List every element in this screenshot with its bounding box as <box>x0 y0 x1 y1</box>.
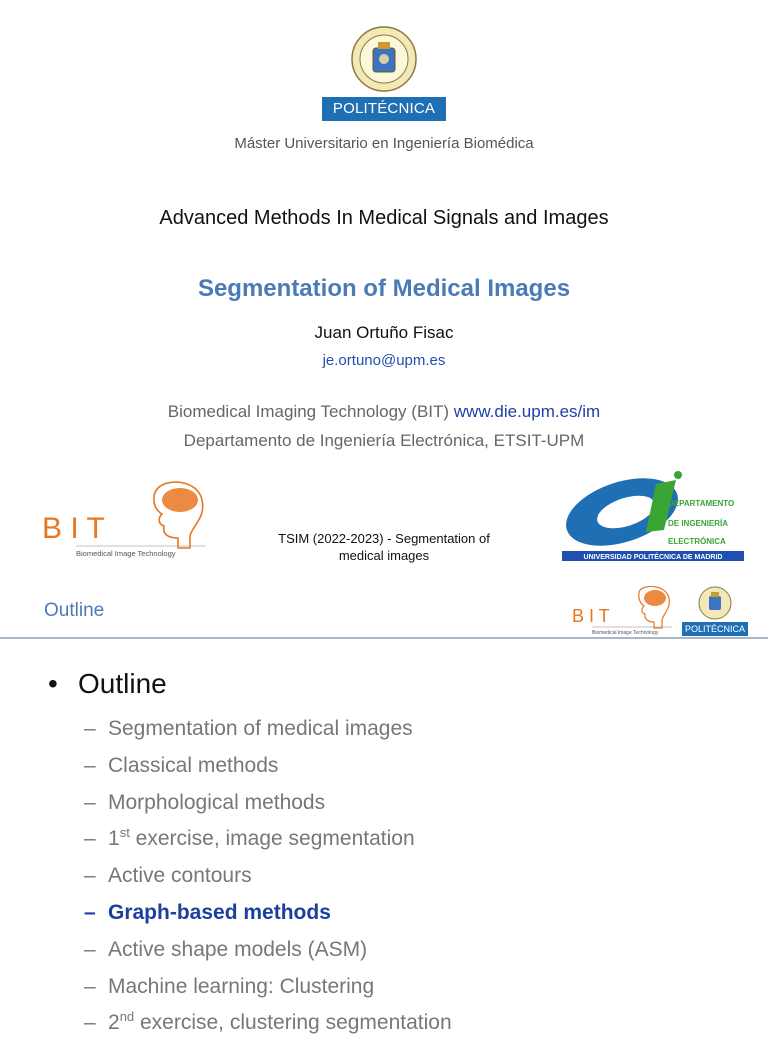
author-name: Juan Ortuño Fisac <box>314 323 454 342</box>
upm-banner: POLITÉCNICA <box>322 97 446 121</box>
list-dash: – <box>84 864 96 888</box>
master-program: Máster Universitario en Ingeniería Biomédica <box>234 135 534 152</box>
main-bullet <box>48 668 167 700</box>
presentation-title: Segmentation of Medical Images <box>197 275 571 302</box>
outline-item-text: Machine learning: Clustering <box>108 974 375 998</box>
bit-logo-small <box>570 584 680 636</box>
list-dash: – <box>84 1011 96 1035</box>
department-affiliation: Departamento de Ingeniería Electrónica, ETSIT-UPM <box>183 431 585 450</box>
outline-item-text: Classical methods <box>108 753 279 777</box>
bit-affiliation <box>0 402 768 422</box>
outline-item <box>84 748 744 785</box>
bit-logo-letters: B I T <box>42 512 105 545</box>
list-dash: – <box>84 790 96 814</box>
die-logo-line-2: DE INGENIERÍA <box>668 519 729 528</box>
outline-item <box>84 821 744 858</box>
course-name: Advanced Methods In Medical Signals and Images <box>159 207 609 229</box>
list-dash: – <box>84 900 96 924</box>
outline-item <box>84 895 744 932</box>
outline-item-text: 1 <box>108 827 120 851</box>
bit-affiliation-text: Biomedical Imaging Technology (BIT) <box>167 402 454 421</box>
slide-footer-note: TSIM (2022-2023) - Segmentation of medical images <box>278 531 490 563</box>
upm-seal-small-logo <box>698 586 732 620</box>
outline-item-text-rest: exercise, clustering segmentation <box>134 1011 452 1035</box>
outline-item-ordinal-suffix: nd <box>119 1009 135 1025</box>
list-dash: – <box>84 717 96 740</box>
outline-item <box>84 858 744 895</box>
upm-seal-logo <box>351 26 417 92</box>
outline-item <box>84 932 744 969</box>
list-dash: – <box>84 753 96 777</box>
list-dash: – <box>84 937 96 961</box>
die-department-logo <box>560 470 746 562</box>
bit-logo <box>40 478 220 560</box>
slide-header-title: Outline <box>44 600 105 621</box>
die-logo-line-3: ELECTRÓNICA <box>668 537 726 546</box>
bullet-dot: • <box>48 668 58 699</box>
outline-item-text-rest: exercise, image segmentation <box>129 827 415 851</box>
outline-item-text: Segmentation of medical images <box>108 717 413 740</box>
outline-item <box>84 711 744 748</box>
outline-item <box>84 785 744 822</box>
main-bullet-text: Outline <box>78 668 167 699</box>
outline-item-text: Active contours <box>108 864 252 888</box>
bit-url-link[interactable]: www.die.upm.es/im <box>453 402 601 421</box>
bit-logo-caption: Biomedical Image Technology <box>76 549 176 558</box>
outline-item-text: Morphological methods <box>108 790 326 814</box>
outline-item-ordinal-suffix: st <box>119 825 130 841</box>
outline-item <box>84 969 744 1006</box>
bit-logo-small-caption: Biomedical Image Technology <box>592 630 659 636</box>
list-dash: – <box>84 827 96 851</box>
outline-item-text: Active shape models (ASM) <box>108 937 368 961</box>
die-logo-footer: UNIVERSIDAD POLITÉCNICA DE MADRID <box>583 554 723 561</box>
outline-item-text: Graph-based methods <box>108 900 331 924</box>
outline-list <box>84 711 744 1042</box>
outline-item-text: 2 <box>108 1011 120 1035</box>
upm-banner-small: POLITÉCNICA <box>682 622 748 636</box>
header-divider <box>0 637 768 639</box>
author-email-link[interactable]: je.ortuno@upm.es <box>322 352 446 369</box>
bit-logo-small-letters: B I T <box>572 606 610 626</box>
die-logo-line-1: DEPARTAMENTO <box>668 499 735 508</box>
list-dash: – <box>84 974 96 998</box>
